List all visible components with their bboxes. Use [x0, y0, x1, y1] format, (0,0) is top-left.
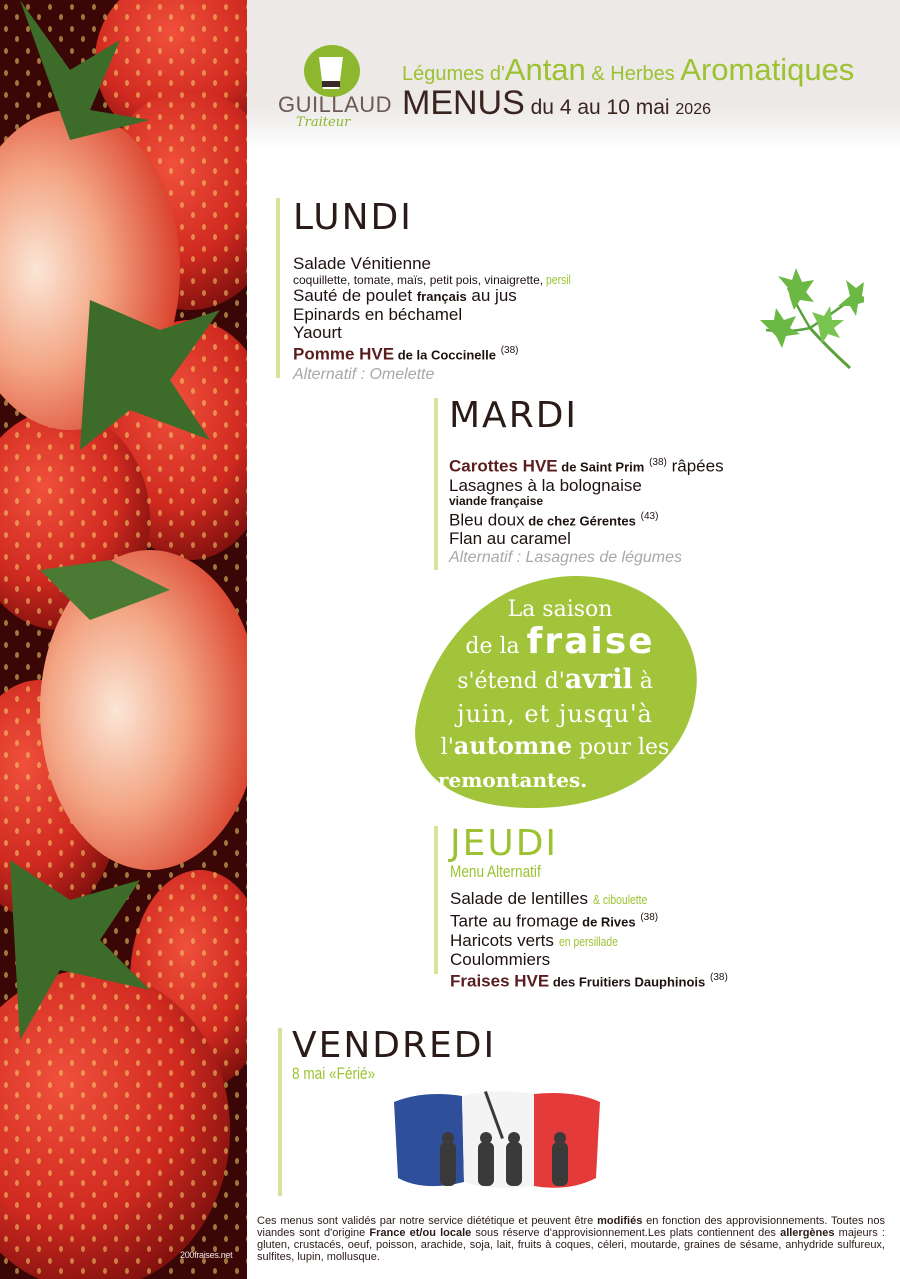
menu-theme — [402, 52, 854, 88]
footer-note: Ces menus sont validés par notre service diététique et peuvent être modifiés en fonction des approvisionnements. Toutes nos viandes sont d'origine France et/ou locale sous réserve d'approvisionnement.Les plats contiennent des allergènes majeurs : gluten, crustacés, oeuf, poisson, arachide, soja, lait, fruits à coques, céleri, moutarde, graines de sésame, anhydride sulfureux, sulfites, lupin, mollusque. — [257, 1215, 885, 1263]
title-menus: MENUS — [402, 84, 525, 122]
dish: Bleu doux de chez Gérentes $^{(43)}$ — [449, 510, 659, 530]
dish: Flan au caramel — [449, 529, 571, 549]
title-year: 2026 — [675, 101, 711, 118]
menu-title — [402, 84, 711, 123]
dish: Salade de lentilles & ciboulette — [450, 889, 648, 908]
dish-detail: viande française — [449, 493, 544, 508]
dish-detail: coquillette, tomate, maïs, petit pois, vinaigrette, persil — [293, 272, 572, 287]
title-dates: du 4 au 10 mai — [524, 96, 676, 119]
bubble-line: s'étend d'avril à — [457, 664, 653, 695]
alternative: Alternatif : Lasagnes de légumes — [449, 549, 683, 567]
logo-tagline: Traiteur — [296, 115, 351, 130]
dish: Carottes HVE de Saint Prim $^{(38)}$ râpées — [449, 456, 724, 476]
herb-note: persil — [546, 272, 572, 287]
bubble-line: remontantes. — [438, 768, 588, 792]
alternative: Alternatif : Omelette — [293, 365, 435, 383]
logo-name: GUILLAUD — [278, 92, 393, 117]
dish: Coulommiers — [450, 949, 551, 969]
day-title: JEUDI — [450, 823, 559, 864]
dish: Haricots verts en persillade — [450, 930, 618, 950]
dish: Sauté de poulet français au jus — [293, 286, 517, 305]
bubble-line: de la fraise — [465, 621, 655, 662]
photo-credit: 200fraises.net — [180, 1250, 233, 1260]
day-title: MARDI — [449, 395, 579, 436]
theme-part2: Antan — [504, 52, 586, 87]
day-title: VENDREDI — [292, 1025, 497, 1066]
dish: Yaourt — [293, 323, 342, 342]
bubble-line: juin, et jusqu'à — [457, 700, 653, 728]
day-subtitle: Menu Alternatif — [450, 862, 541, 881]
theme-part3: & Herbes — [585, 63, 681, 85]
french-flag-soldiers-image — [384, 1082, 610, 1213]
dish: Fraises HVE des Fruitiers Dauphinois $^{(38)}$ — [450, 971, 728, 991]
strawberries-image — [0, 0, 247, 1279]
dish: Lasagnes à la bolognaise — [449, 475, 642, 495]
day-title: LUNDI — [293, 197, 413, 238]
dish: Epinards en béchamel — [293, 305, 463, 324]
dish: Tarte au fromage de Rives $^{(38)}$ — [450, 911, 659, 931]
dish: Salade Vénitienne — [293, 254, 432, 273]
bubble-line: La saison — [507, 597, 613, 622]
day-lundi — [276, 197, 578, 383]
parsley-icon — [758, 268, 864, 377]
dish: Pomme HVE de la Coccinelle $^{(38)}$ — [293, 344, 519, 364]
bubble-line: l'automne pour les — [440, 731, 670, 760]
day-jeudi — [434, 823, 728, 991]
day-subtitle: 8 mai «Férié» — [292, 1064, 376, 1083]
theme-part1: Légumes d' — [402, 63, 505, 85]
theme-part4: Aromatiques — [680, 52, 855, 87]
day-mardi — [434, 395, 724, 570]
season-bubble-text — [412, 594, 698, 796]
